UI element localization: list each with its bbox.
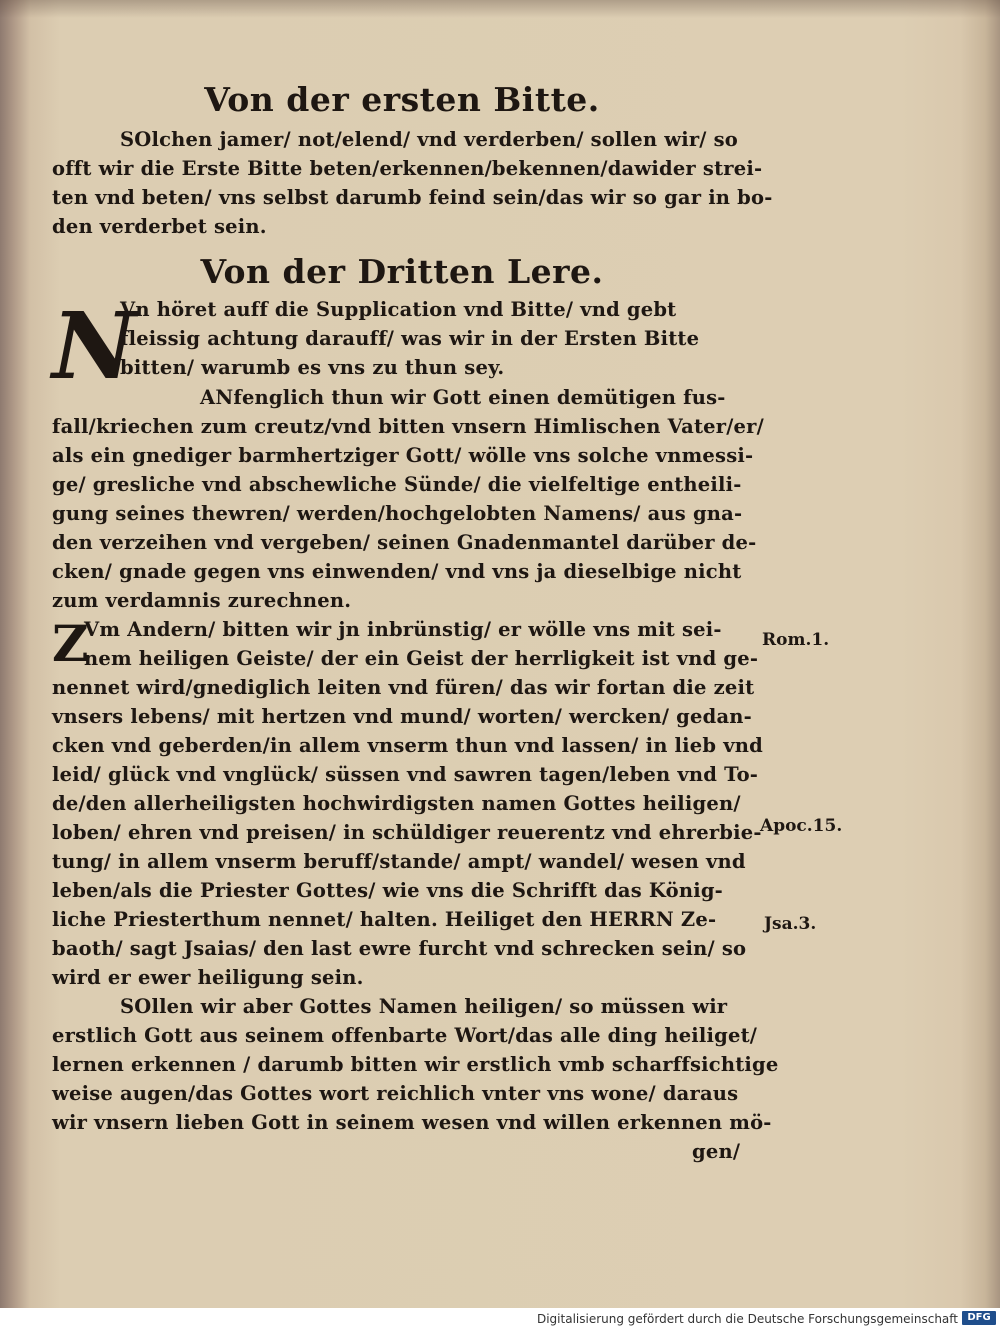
text-line: gung seines thewren/ werden/hochgelobten Namens/ aus gna- <box>52 502 743 525</box>
text-line: Vm Andern/ bitten wir jn inbrünstig/ er wölle vns mit sei- <box>84 618 722 641</box>
funding-credit: Digitalisierung gefördert durch die Deutsche Forschungsgemeinschaft <box>536 1312 958 1326</box>
text-line: als ein gnediger barmhertziger Gott/ wölle vns solche vnmessi- <box>52 444 754 467</box>
text-line: fall/kriechen zum creutz/vnd bitten vnsern Himlischen Vater/er/ <box>52 415 764 438</box>
text-line: den verderbet sein. <box>52 215 267 238</box>
text-line: loben/ ehren vnd preisen/ in schüldiger reuerentz vnd ehrerbie- <box>52 821 762 844</box>
text-line: fleissig achtung darauff/ was wir in der Ersten Bitte <box>120 327 700 350</box>
catchword: gen/ <box>692 1140 741 1163</box>
text-line: wird er ewer heiligung sein. <box>52 966 364 989</box>
text-line: offt wir die Erste Bitte beten/erkennen/bekennen/dawider strei- <box>52 157 763 180</box>
text-line: wir vnsern lieben Gott in seinem wesen vnd willen erkennen mö- <box>52 1111 772 1134</box>
text-line: erstlich Gott aus seinem offenbarte Wort/das alle ding heiliget/ <box>52 1024 758 1047</box>
margin-note-rom: Rom.1. <box>762 630 830 650</box>
text-line: tung/ in allem vnserm beruff/stande/ ampt/ wandel/ wesen vnd <box>52 850 746 873</box>
text-line: leben/als die Priester Gottes/ wie vns die Schrifft das König- <box>52 879 723 902</box>
text-line: zum verdamnis zurechnen. <box>52 589 352 612</box>
margin-note-jsa: Jsa.3. <box>764 914 817 934</box>
dfg-logo-icon: DFG <box>962 1311 996 1325</box>
text-line: SOllen wir aber Gottes Namen heiligen/ so müssen wir <box>120 995 728 1018</box>
page-top-shadow <box>0 0 1000 18</box>
margin-note-apoc: Apoc.15. <box>760 816 843 836</box>
text-line: nennet wird/gnediglich leiten vnd füren/ das wir fortan die zeit <box>52 676 755 699</box>
text-line: vnsers lebens/ mit hertzen vnd mund/ worten/ wercken/ gedan- <box>52 705 752 728</box>
text-line: baoth/ sagt Jsaias/ den last ewre furcht vnd schrecken sein/ so <box>52 937 747 960</box>
text-line: leid/ glück vnd vnglück/ süssen vnd sawren tagen/leben vnd To- <box>52 763 759 786</box>
text-line: nem heiligen Geiste/ der ein Geist der herrligkeit ist vnd ge- <box>84 647 759 670</box>
decorated-initial-n: N <box>52 292 137 400</box>
text-line: ge/ gresliche vnd abschewliche Sünde/ die vielfeltige entheili- <box>52 473 742 496</box>
heading-first-petition: Von der ersten Bitte. <box>204 80 600 119</box>
text-line: de/den allerheiligsten hochwirdigsten namen Gottes heiligen/ <box>52 792 741 815</box>
text-line: SOlchen jamer/ not/elend/ vnd verderben/ sollen wir/ so <box>120 128 738 151</box>
text-line: cken/ gnade gegen vns einwenden/ vnd vns ja dieselbige nicht <box>52 560 742 583</box>
decorated-initial-z: Z <box>52 614 89 673</box>
text-line: Vn höret auff die Supplication vnd Bitte/ vnd gebt <box>120 298 677 321</box>
heading-third-lesson: Von der Dritten Lere. <box>200 252 604 291</box>
text-line: cken vnd geberden/in allem vnserm thun vnd lassen/ in lieb vnd <box>52 734 763 757</box>
text-line: weise augen/das Gottes wort reichlich vnter vns wone/ daraus <box>52 1082 739 1105</box>
text-line: ten vnd beten/ vns selbst darumb feind sein/das wir so gar in bo- <box>52 186 773 209</box>
text-line: den verzeihen vnd vergeben/ seinen Gnadenmantel darüber de- <box>52 531 757 554</box>
text-line: ANfenglich thun wir Gott einen demütigen fus- <box>200 386 726 409</box>
footer-bar <box>0 1308 1000 1330</box>
text-line: liche Priesterthum nennet/ halten. Heiliget den HERRN Ze- <box>52 908 717 931</box>
text-line: bitten/ warumb es vns zu thun sey. <box>120 356 505 379</box>
text-line: lernen erkennen / darumb bitten wir erstlich vmb scharffsichtige <box>52 1053 779 1076</box>
